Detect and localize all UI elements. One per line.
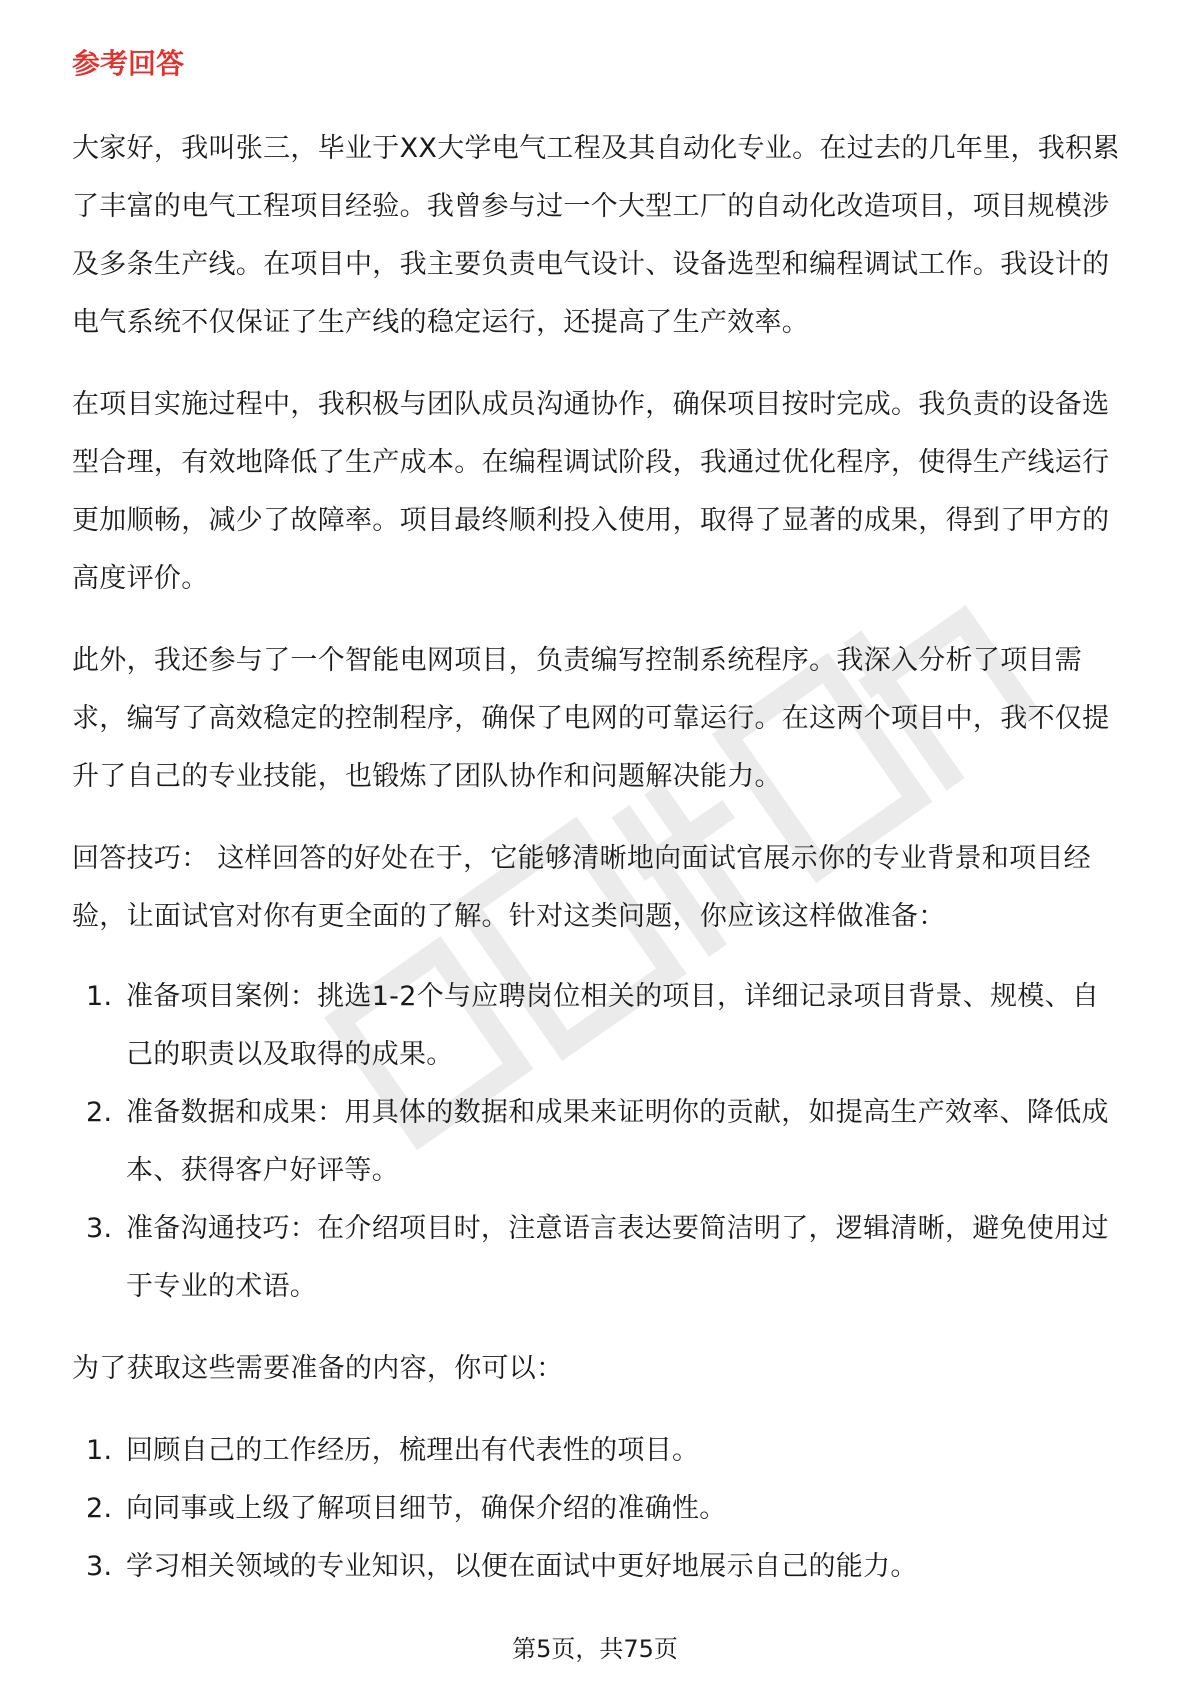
list-item	[72, 1480, 1122, 1538]
list-item	[72, 1200, 1122, 1316]
prep-list	[72, 968, 1122, 1316]
acquire-list	[72, 1422, 1122, 1596]
answer-paragraph-1: 大家好，我叫张三，毕业于XX大学电气工程及其自动化专业。在过去的几年里，我积累了丰富的电气工程项目经验。我曾参与过一个大型工厂的自动化改造项目，项目规模涉及多条生产线。在项目中，我主要负责电气设计、设备选型和编程调试工作。我设计的电气系统不仅保证了生产线的稳定运行，还提高了生产效率。	[72, 133, 1120, 338]
list-number: 2.	[86, 1493, 113, 1524]
list-item	[72, 1084, 1122, 1200]
section-title: 参考回答	[72, 47, 185, 80]
list-text: 准备项目案例：挑选1-2个与应聘岗位相关的项目，详细记录项目背景、规模、自己的职责以及取得的成果。	[126, 981, 1100, 1070]
main-content	[72, 44, 1122, 1620]
list-text: 向同事或上级了解项目细节，确保介绍的准确性。	[126, 1493, 727, 1524]
list-text: 准备沟通技巧：在介绍项目时，注意语言表达要简洁明了，逻辑清晰，避免使用过于专业的术语。	[126, 1213, 1109, 1302]
answer-tip: 回答技巧： 这样回答的好处在于，它能够清晰地向面试官展示你的专业背景和项目经验，让面试官对你有更全面的了解。针对这类问题，你应该这样做准备：	[72, 843, 1091, 932]
answer-paragraph-3: 此外，我还参与了一个智能电网项目，负责编写控制系统程序。我深入分析了项目需求，编写了高效稳定的控制程序，确保了电网的可靠运行。在这两个项目中，我不仅提升了自己的专业技能，也锻炼了团队协作和问题解决能力。	[72, 645, 1110, 792]
list-item	[72, 1538, 1122, 1596]
list-number: 1.	[86, 1435, 113, 1466]
answer-paragraph-2: 在项目实施过程中，我积极与团队成员沟通协作，确保项目按时完成。我负责的设备选型合理，有效地降低了生产成本。在编程调试阶段，我通过优化程序，使得生产线运行更加顺畅，减少了故障率。项目最终顺利投入使用，取得了显著的成果，得到了甲方的高度评价。	[72, 389, 1110, 594]
list-item	[72, 968, 1122, 1084]
list-text: 准备数据和成果：用具体的数据和成果来证明你的贡献，如提高生产效率、降低成本、获得客户好评等。	[126, 1097, 1109, 1186]
list-text: 学习相关领域的专业知识，以便在面试中更好地展示自己的能力。	[126, 1551, 918, 1582]
list-number: 2.	[86, 1097, 113, 1128]
list-text: 回顾自己的工作经历，梳理出有代表性的项目。	[126, 1435, 700, 1466]
page-number: 第5页，共75页	[512, 1635, 678, 1663]
list-number: 3.	[86, 1213, 113, 1244]
list-number: 3.	[86, 1551, 113, 1582]
acquire-intro: 为了获取这些需要准备的内容，你可以：	[72, 1353, 564, 1384]
list-item	[72, 1422, 1122, 1480]
list-number: 1.	[86, 981, 113, 1012]
